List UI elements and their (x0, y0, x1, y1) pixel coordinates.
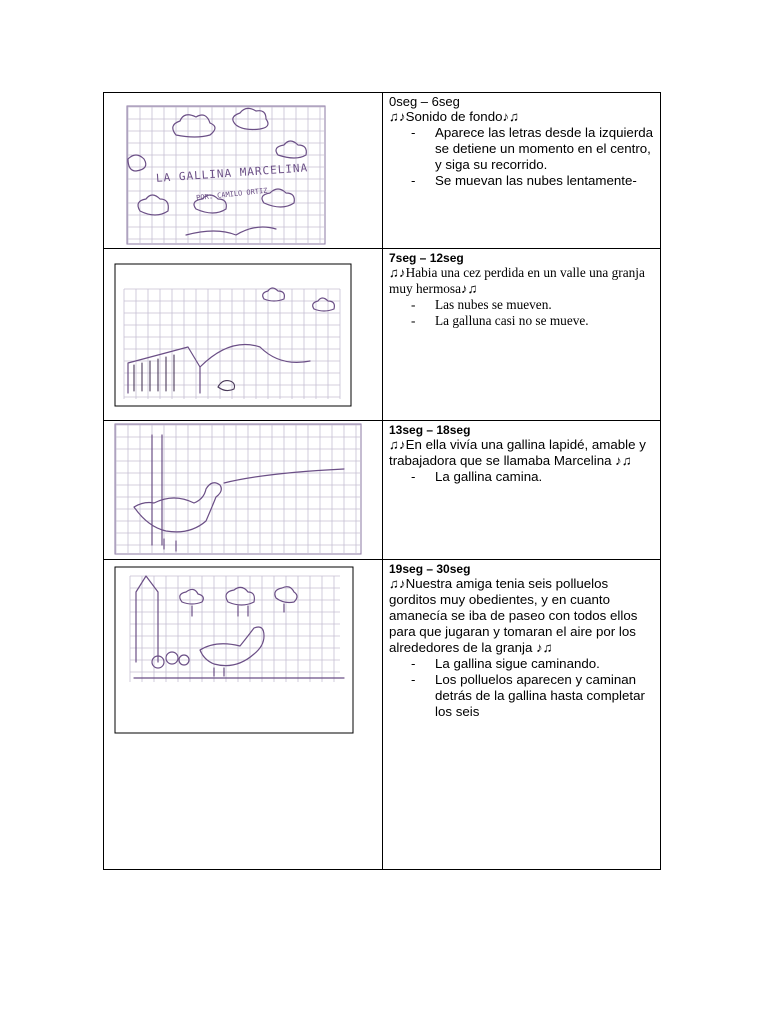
scene-row-2 (104, 249, 661, 421)
scene-row-3 (104, 421, 661, 560)
scene-4-text-cell (383, 560, 661, 870)
sketch-title: LA GALLINA MARCELINA (155, 161, 309, 185)
scene-2-sketch (114, 263, 354, 409)
scene-2-text-cell (383, 249, 661, 421)
scene-2-sketch-cell (104, 249, 383, 421)
scene-3-text-cell (383, 421, 661, 560)
action-text: La gallina camina. (435, 469, 543, 484)
bullet-dash: - (411, 297, 416, 312)
scene-4-sketch-cell (104, 560, 383, 870)
scene-1-narration: ♫♪Sonido de fondo♪♫ (389, 109, 520, 124)
scene-2-action-2 (389, 313, 656, 329)
action-text: Los polluelos aparecen y caminan detrás de la gallina hasta completar los seis (435, 672, 645, 719)
scene-1-action-1 (389, 125, 656, 173)
scene-3-sketch-cell (104, 421, 383, 560)
scene-4-time: 19seg – 30seg (389, 562, 471, 576)
storyboard-table (103, 92, 661, 870)
scene-1-actions (389, 125, 656, 189)
scene-2-actions (389, 297, 656, 329)
bullet-dash: - (411, 672, 416, 687)
scene-1-time: 0seg – 6seg (389, 94, 460, 109)
action-text: La galluna casi no se mueve. (435, 313, 589, 328)
sketch-subtitle: POR: CAMILO ORTIZ (195, 186, 268, 203)
scene-4-action-2 (389, 672, 656, 720)
scene-2-time: 7seg – 12seg (389, 251, 464, 265)
scene-3-actions (389, 469, 656, 485)
action-text: Las nubes se mueven. (435, 297, 552, 312)
scene-1-text-cell (383, 93, 661, 249)
scene-4-action-1 (389, 656, 656, 672)
bullet-dash: - (411, 173, 416, 188)
scene-1-sketch-cell (104, 93, 383, 249)
action-text: Se muevan las nubes lentamente- (435, 173, 637, 188)
scene-3-sketch (114, 423, 364, 557)
bullet-dash: - (411, 656, 416, 671)
scene-3-action-1 (389, 469, 656, 485)
bullet-dash: - (411, 125, 416, 140)
scene-row-1 (104, 93, 661, 249)
scene-4-actions (389, 656, 656, 720)
scene-1-action-2 (389, 173, 656, 189)
scene-1-sketch (126, 105, 326, 245)
scene-4-narration: ♫♪Nuestra amiga tenia seis polluelos gorditos muy obedientes, y en cuanto amanecía se iba de paseo con todos ellos para que jugaran y tomaran el aire por los alrededores de la granja ♪♫ (389, 576, 638, 655)
scene-row-4 (104, 560, 661, 870)
bullet-dash: - (411, 469, 416, 484)
scene-3-narration: ♫♪En ella vivía una gallina lapidé, amable y trabajadora que se llamaba Marcelina ♪♫ (389, 437, 646, 468)
bullet-dash: - (411, 313, 416, 328)
scene-4-sketch (114, 566, 356, 736)
scene-2-action-1 (389, 297, 656, 313)
action-text: Aparece las letras desde la izquierda se detiene un momento en el centro, y siga su recorrido. (435, 125, 654, 172)
scene-2-narration: ♫♪Habia una cez perdida en un valle una granja muy hermosa♪♫ (389, 265, 645, 296)
scene-3-time: 13seg – 18seg (389, 423, 471, 437)
action-text: La gallina sigue caminando. (435, 656, 600, 671)
